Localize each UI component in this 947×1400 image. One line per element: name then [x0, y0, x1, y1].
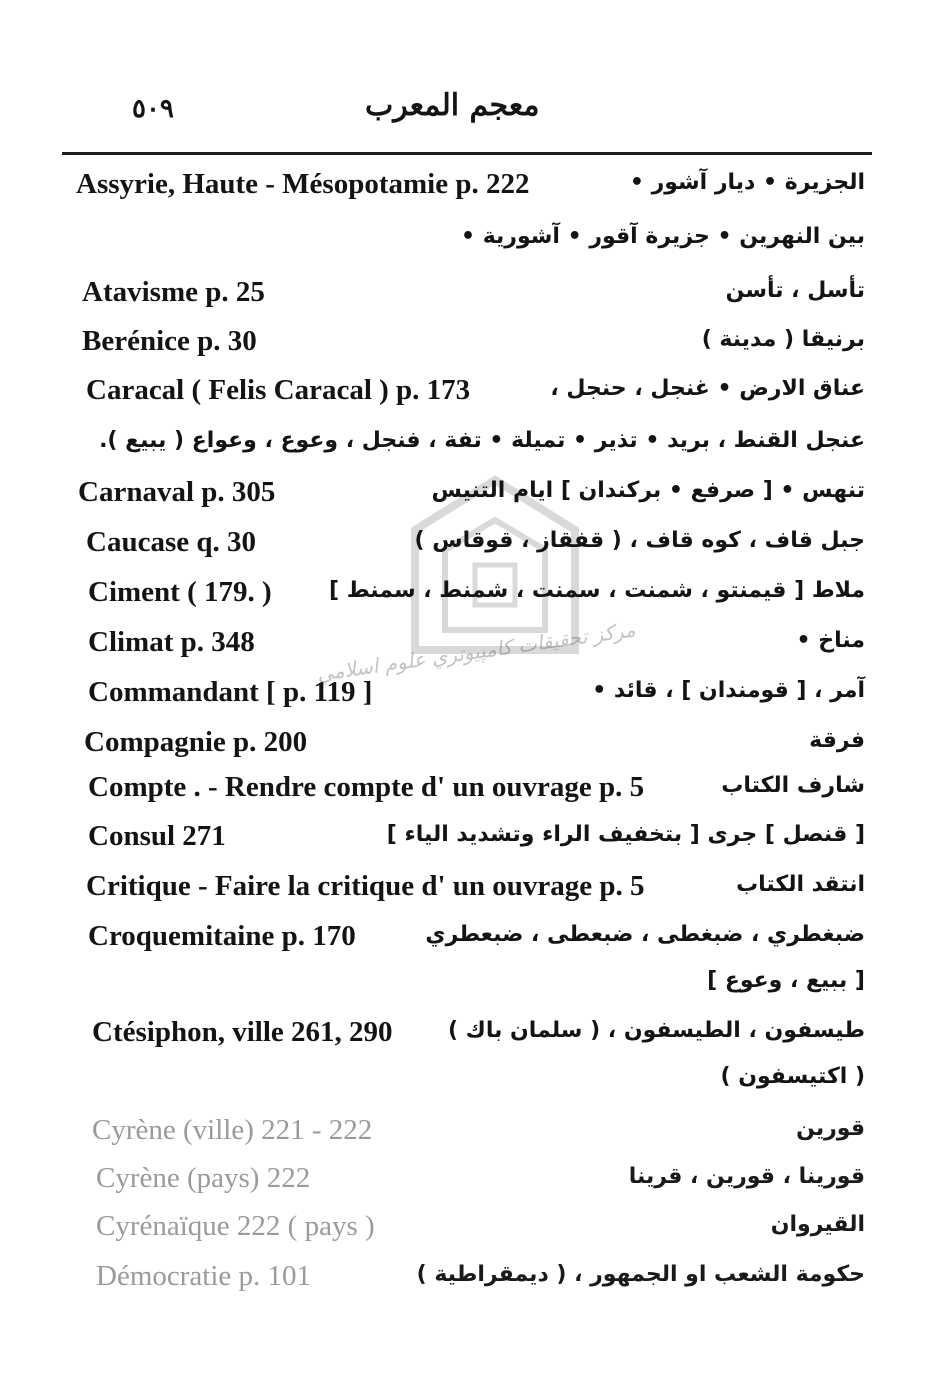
arabic-term: طيسفون ، الطيسفون ، ( سلمان باك ) — [447, 1018, 865, 1043]
page-header — [70, 78, 870, 148]
arabic-term: القيروان — [770, 1212, 865, 1237]
french-term: Critique - Faire la critique d' un ouvrage p. 5 — [86, 870, 645, 902]
arabic-term: [ ببيع ، وعوع ] — [707, 968, 865, 993]
entry-row — [0, 222, 947, 266]
entry-row — [0, 771, 947, 815]
watermark-text: مركز تحقيقات كامپيوتري علوم اسلامي — [315, 617, 637, 686]
entry-row — [0, 576, 947, 620]
header-rule — [62, 152, 872, 155]
arabic-term: حكومة الشعب او الجمهور ، ( ديمقراطية ) — [416, 1262, 865, 1287]
arabic-term: قورينا ، قورين ، قرينا — [628, 1164, 865, 1189]
arabic-term: فرقة — [809, 728, 865, 753]
entry-row — [0, 920, 947, 964]
arabic-term: قورين — [796, 1116, 865, 1141]
french-term: Assyrie, Haute - Mésopotamie p. 222 — [76, 168, 530, 200]
entry-row — [0, 476, 947, 520]
arabic-term: بين النهرين • جزيرة آقور • آشورية • — [460, 224, 865, 249]
arabic-term: آمر ، [ قومندان ] ، قائد • — [592, 678, 865, 703]
arabic-term: انتقد الكتاب — [736, 872, 865, 897]
french-term: Atavisme p. 25 — [82, 276, 265, 308]
arabic-term: ملاط [ قيمنتو ، شمنت ، سمنت ، شمنط ، سمنط ] — [328, 578, 865, 603]
entry-row — [0, 1210, 947, 1254]
french-term: Caucase q. 30 — [86, 526, 256, 558]
entry-row — [0, 1016, 947, 1060]
entry-row — [0, 870, 947, 914]
french-term: Ciment ( 179. ) — [88, 576, 272, 608]
french-term: Cyrène (pays) 222 — [96, 1162, 311, 1194]
entry-row — [0, 1162, 947, 1206]
arabic-term: تنهس • [ صرفع • بركندان ] ايام التنيس — [431, 478, 865, 503]
arabic-term: برنيقا ( مدينة ) — [701, 327, 865, 352]
french-term: Démocratie p. 101 — [96, 1260, 312, 1292]
french-term: Compagnie p. 200 — [84, 726, 308, 758]
french-term: Berénice p. 30 — [82, 325, 257, 357]
french-term: Carnaval p. 305 — [78, 476, 276, 508]
french-term: Compte . - Rendre compte d' un ouvrage p. 5 — [88, 771, 645, 803]
arabic-term: ضبغطري ، ضبغطى ، ضبعطى ، ضبعطري — [425, 922, 865, 947]
arabic-term: شارف الكتاب — [721, 773, 865, 798]
french-term: Croquemitaine p. 170 — [88, 920, 356, 952]
entry-row — [0, 526, 947, 570]
french-term: Climat p. 348 — [88, 626, 255, 658]
entry-row — [0, 276, 947, 320]
entry-row — [0, 1260, 947, 1304]
arabic-term: مناخ • — [796, 628, 865, 653]
entry-row — [0, 1062, 947, 1106]
french-term: Consul 271 — [88, 820, 226, 852]
entry-row — [0, 1114, 947, 1158]
french-term: Cyrène (ville) 221 - 222 — [92, 1114, 373, 1146]
page-number: ٥٠٩ — [132, 94, 174, 124]
arabic-term: تأسل ، تأسن — [725, 278, 865, 303]
entry-row — [0, 325, 947, 369]
french-term: Caracal ( Felis Caracal ) p. 173 — [86, 374, 471, 406]
entry-row — [0, 726, 947, 770]
arabic-term: جبل قاف ، كوه قاف ، ( قفقاز ، قوقاس ) — [414, 528, 865, 553]
french-term: Commandant [ p. 119 ] — [88, 676, 373, 708]
page-title: معجم المعرب — [365, 88, 540, 123]
entry-row — [0, 966, 947, 1010]
entry-row — [0, 676, 947, 720]
arabic-term: [ قنصل ] جرى [ بتخفيف الراء وتشديد الياء ] — [386, 822, 865, 847]
arabic-term: ( اكتيسفون ) — [720, 1064, 865, 1089]
entry-row — [0, 168, 947, 212]
entry-row — [0, 426, 947, 470]
entry-row — [0, 820, 947, 864]
arabic-term: عنجل القنط ، برید • تذير • تميلة • تفة ، فنجل ، وعوع ، وعواع ( يبيع ). — [99, 428, 865, 453]
arabic-term: عناق الارض • غنجل ، حنجل ، — [550, 376, 865, 401]
french-term: Ctésiphon, ville 261, 290 — [92, 1016, 393, 1048]
arabic-term: الجزيرة • ديار آشور • — [629, 170, 865, 195]
french-term: Cyrénaïque 222 ( pays ) — [96, 1210, 375, 1242]
entry-row — [0, 374, 947, 418]
entry-row — [0, 626, 947, 670]
